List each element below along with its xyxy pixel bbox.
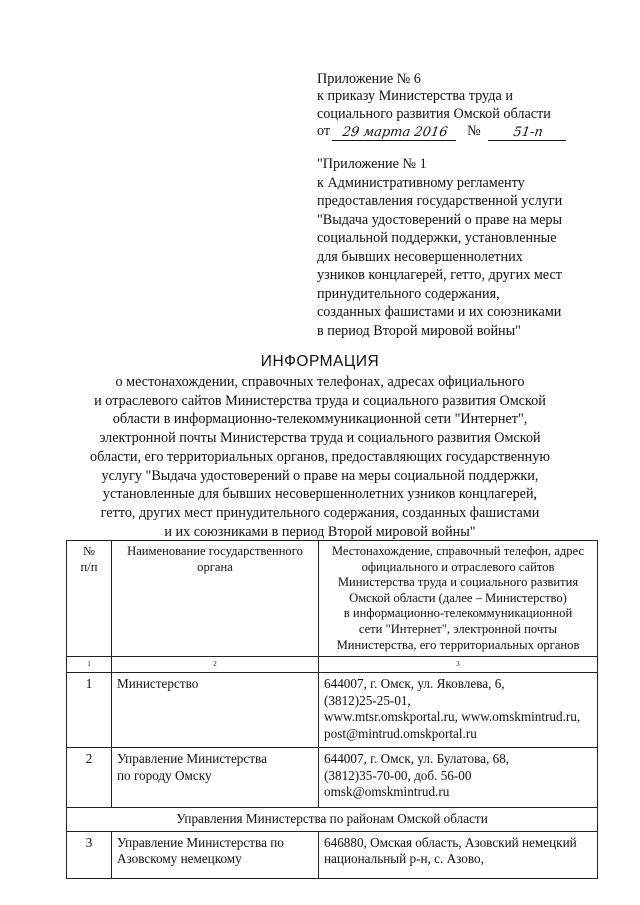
info-line: о местонахождении, справочных телефонах, адресах официального: [115, 374, 525, 390]
header-text: №: [82, 544, 96, 558]
appendix-line-3: социального развития Омской области: [317, 105, 551, 122]
info-line: гетто, других мест принудительного содержания, созданных фашистами: [100, 504, 540, 521]
handwritten-number: 51-п: [488, 125, 568, 141]
agency-name: [112, 673, 319, 748]
regulation-line: узников концлагерей, гетто, других мест: [317, 267, 562, 283]
column-index-row: [67, 657, 598, 673]
table-row: [67, 831, 598, 878]
location-line: национальный р-н, с. Азово,: [324, 851, 484, 867]
regulation-line: к Административному регламенту: [317, 174, 525, 191]
regulation-line: предоставления государственной услуги: [317, 193, 563, 209]
header-text: Омской области (далее – Министерство): [349, 590, 567, 605]
location-line: 644007, г. Омск, ул. Булатова, 68,: [324, 751, 510, 767]
agency-name: [112, 748, 319, 808]
header-name-cell: [112, 541, 319, 657]
header-location-cell: [319, 541, 598, 657]
regulation-line: "Выдача удостоверений о праве на меры: [317, 211, 563, 228]
appendix-line-1: Приложение № 6: [317, 71, 421, 87]
table-row: [67, 748, 598, 808]
appendix-header: [317, 71, 607, 141]
appendix-line-2: к приказу Министерства труда и: [317, 88, 513, 105]
table-header-row: [67, 541, 598, 657]
date-prefix: от: [317, 123, 331, 140]
handwritten-date: 29 марта 2016: [332, 125, 458, 141]
header-text: сети "Интернет", электронной почты: [358, 621, 558, 636]
info-line: области, его территориальных органов, предоставляющих государственную: [90, 448, 550, 465]
info-line: и отраслевого сайтов Министерства труда и социального развития Омской: [94, 392, 546, 409]
agencies-table: [66, 540, 598, 879]
agency-name-line: Управление Министерства: [117, 751, 267, 767]
info-line: установленные для бывших несовершеннолетних узников концлагерей,: [102, 486, 538, 503]
regulation-line: "Приложение № 1: [317, 156, 427, 172]
info-title: ИНФОРМАЦИЯ: [260, 353, 380, 370]
header-text: Министерства, его территориальных органов: [336, 637, 580, 652]
info-line: и их союзниками в период Второй мировой войны": [164, 523, 476, 540]
agency-name-line: Управление Министерства по: [117, 834, 284, 850]
header-text: органа: [197, 559, 233, 574]
column-index: 3: [319, 657, 598, 673]
header-text: Министерства труда и социального развития: [337, 575, 579, 590]
header-text: Местонахождение, справочный телефон, адрес: [331, 544, 585, 558]
row-number: 3: [67, 831, 112, 878]
info-line: услугу "Выдача удостоверений о праве на меры социальной поддержки,: [101, 467, 539, 484]
section-row: [67, 808, 598, 832]
location-line: post@mintrud.omskportal.ru: [324, 725, 477, 741]
location-line: (3812)35-70-00, доб. 56-00: [324, 767, 472, 783]
regulation-reference: [317, 155, 607, 340]
info-line: электронной почты Министерства труда и социального развития Омской: [99, 430, 541, 447]
location-line: 646880, Омская область, Азовский немецкий: [324, 834, 577, 850]
order-date-number: [317, 123, 607, 140]
agency-location: [319, 748, 598, 808]
regulation-line: для бывших несовершеннолетних: [317, 248, 523, 265]
section-title: Управления Министерства по районам Омской области: [67, 808, 598, 832]
row-number: 2: [67, 748, 112, 808]
location-line: omsk@omskmintrud.ru: [324, 784, 450, 800]
table-row: [67, 673, 598, 748]
location-line: www.mtsr.omskportal.ru, www.omskmintrud.ru,: [324, 709, 581, 725]
row-number: 1: [67, 673, 112, 748]
agency-name-line: Азовскому немецкому: [117, 851, 242, 867]
column-index: 2: [112, 657, 319, 673]
header-text: официального и отраслевого сайтов: [361, 559, 555, 574]
number-sign: №: [467, 123, 481, 140]
header-text: в информационно-телекоммуникационной: [343, 606, 573, 621]
agency-location: [319, 673, 598, 748]
location-line: 644007, г. Омск, ул. Яковлева, 6,: [324, 676, 505, 692]
location-line: (3812)25-25-01,: [324, 692, 411, 708]
agency-name: [112, 831, 319, 878]
agency-location: [319, 831, 598, 878]
info-line: области в информационно-телекоммуникационной сети "Интернет",: [112, 411, 528, 428]
agency-name-line: Министерство: [117, 676, 199, 692]
regulation-line: принудительного содержания,: [317, 285, 500, 302]
agency-name-line: по городу Омску: [117, 767, 212, 783]
column-index: 1: [67, 657, 112, 673]
regulation-line: в период Второй мировой войны": [317, 322, 521, 339]
info-description: [60, 373, 580, 541]
regulation-line: социальной поддержки, установленные: [317, 230, 557, 246]
header-num-cell: [67, 541, 112, 657]
regulation-line: созданных фашистами и их союзниками: [317, 304, 562, 320]
header-text: п/п: [80, 559, 98, 574]
header-text: Наименование государственного: [127, 544, 303, 558]
